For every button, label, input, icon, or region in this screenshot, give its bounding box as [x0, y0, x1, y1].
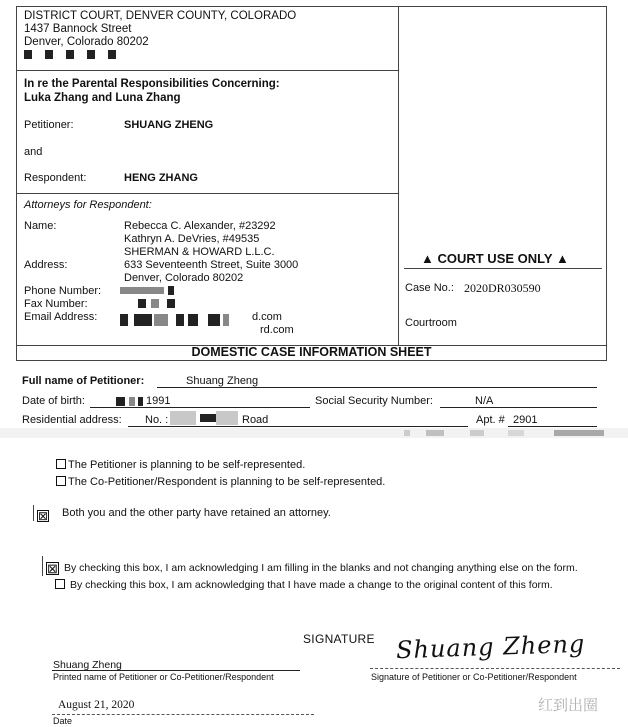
email-label: Email Address:: [24, 311, 98, 323]
watermark: 红到出圈: [538, 696, 599, 714]
date-caption: Date: [53, 716, 73, 726]
toolbar-artifact: [404, 430, 624, 436]
self-rep-petitioner-checkbox[interactable]: [56, 459, 66, 469]
self-rep-copetitioner-checkbox[interactable]: [56, 476, 66, 486]
petitioner-name: SHUANG ZHENG: [124, 119, 214, 131]
self-rep-copetitioner-text: The Co-Petitioner/Respondent is planning to be self-represented.: [68, 476, 386, 488]
date-value[interactable]: August 21, 2020: [58, 699, 135, 711]
address-line: [128, 426, 468, 427]
caption-divider: [398, 6, 399, 345]
petitioner-label: Petitioner:: [24, 119, 74, 131]
case-number: 2020DR030590: [464, 281, 541, 295]
attorney-name-label: Name:: [24, 220, 57, 232]
residential-address-label: Residential address:: [22, 414, 122, 426]
in-re-heading: In re the Parental Responsibilities Concerning:: [24, 78, 280, 90]
signature-caption: Signature of Petitioner or Co-Petitioner/Respondent: [371, 672, 577, 682]
attorney-name-1: Rebecca C. Alexander, #23292: [124, 220, 276, 232]
respondent-label: Respondent:: [24, 172, 87, 184]
phone-label: Phone Number:: [24, 285, 102, 297]
printed-name-caption: Printed name of Petitioner or Co-Petitioner/Respondent: [53, 672, 274, 682]
attorneys-header: Attorneys for Respondent:: [24, 199, 152, 211]
attorney-address-label: Address:: [24, 259, 68, 271]
children-names: Luka Zhang and Luna Zhang: [24, 92, 181, 104]
ssn-line: [440, 407, 597, 408]
fax-redacted: [138, 297, 175, 309]
date-line: [52, 714, 314, 715]
and-label: and: [24, 146, 43, 158]
ssn-label: Social Security Number:: [315, 395, 433, 407]
printed-name-line: [52, 670, 300, 671]
ack-change-text: By checking this box, I am acknowledging that I have made a change to the original content of this form.: [70, 579, 553, 591]
apt-label: Apt. #: [476, 414, 505, 426]
full-name-line: [157, 387, 597, 388]
address-suffix[interactable]: Road: [242, 414, 269, 426]
email-1: d.com: [252, 311, 282, 323]
court-use-only: ▲ COURT USE ONLY ▲: [421, 251, 569, 266]
caption-rule-2: [16, 193, 398, 194]
full-name-label: Full name of Petitioner:: [22, 375, 145, 387]
ack-no-change-text: By checking this box, I am acknowledging I am filling in the blanks and not changing anything else on the form.: [64, 562, 578, 574]
self-rep-petitioner-text: The Petitioner is planning to be self-represented.: [68, 459, 306, 471]
redaction-marks: [24, 48, 116, 60]
retained-attorney-checkbox[interactable]: ⊠: [38, 509, 49, 523]
address-redacted: [170, 411, 238, 425]
retained-attorney-text: Both you and the other party have retained an attorney.: [62, 507, 331, 519]
attorney-address-2: Denver, Colorado 80202: [124, 272, 244, 284]
court-street: 1437 Bannock Street: [24, 23, 132, 35]
margin-mark-2: [42, 556, 43, 576]
phone-redacted: [120, 284, 174, 296]
address-prefix[interactable]: No. :: [145, 414, 169, 426]
dob-year[interactable]: 1991: [146, 395, 171, 407]
attorney-address-1: 633 Seventeenth Street, Suite 3000: [124, 259, 299, 271]
apt-line: [508, 426, 597, 427]
ack-change-checkbox[interactable]: [55, 579, 65, 589]
apt-value[interactable]: 2901: [513, 414, 538, 426]
margin-mark-1: [33, 505, 34, 521]
email-redacted: [120, 314, 229, 326]
dob-line: [90, 407, 310, 408]
respondent-name: HENG ZHANG: [124, 172, 198, 184]
dob-label: Date of birth:: [22, 395, 85, 407]
signature-line: [370, 668, 620, 669]
ack-no-change-checkbox[interactable]: ⊠: [47, 561, 58, 576]
attorney-name-2: Kathryn A. DeVries, #49535: [124, 233, 260, 245]
law-firm: SHERMAN & HOWARD L.L.C.: [124, 246, 275, 258]
caption-rule-1: [16, 70, 398, 71]
courtroom-label: Courtroom: [405, 317, 457, 329]
signature-heading: SIGNATURE: [303, 632, 375, 646]
fax-label: Fax Number:: [24, 298, 88, 310]
court-city: Denver, Colorado 80202: [24, 36, 149, 48]
case-no-label: Case No.:: [405, 282, 454, 294]
printed-name[interactable]: Shuang Zheng: [53, 659, 122, 671]
handwritten-signature[interactable]: Shuang Zheng: [395, 629, 586, 665]
sheet-title: DOMESTIC CASE INFORMATION SHEET: [191, 345, 432, 359]
email-2: rd.com: [260, 324, 294, 336]
ssn-value[interactable]: N/A: [475, 395, 494, 407]
dob-redacted: [116, 395, 143, 407]
court-name: DISTRICT COURT, DENVER COUNTY, COLORADO: [24, 10, 297, 22]
full-name-value[interactable]: Shuang Zheng: [186, 375, 259, 387]
court-use-rule: [404, 268, 602, 269]
